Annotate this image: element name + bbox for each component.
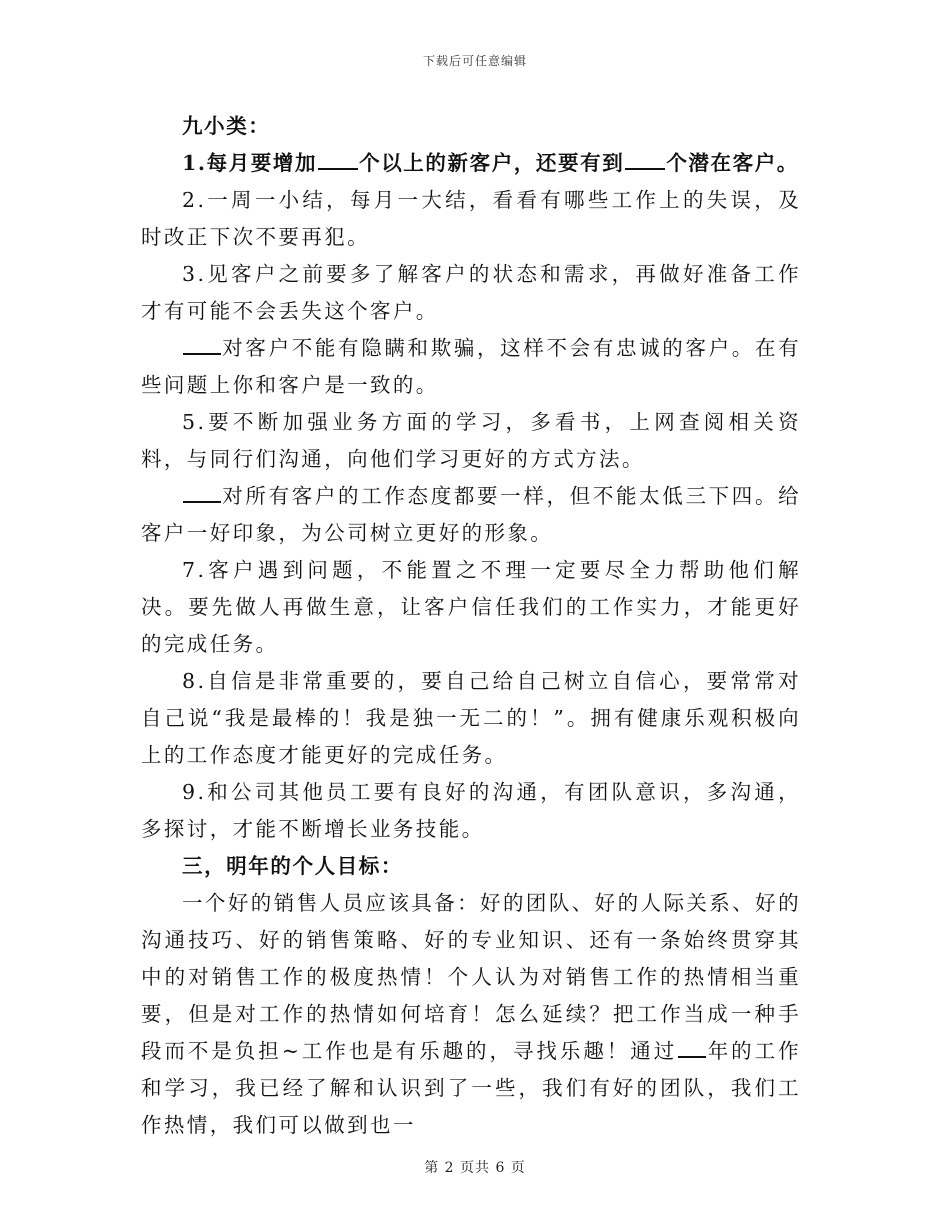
paragraph-3: 3.见客户之前要多了解客户的状态和需求，再做好准备工作才有可能不会丢失这个客户。: [141, 262, 801, 323]
paragraph-4-text: 对客户不能有隐瞒和欺骗，这样不会有忠诚的客户。在有些问题上你和客户是一致的。: [141, 336, 801, 397]
fill-blank: [625, 166, 665, 170]
paragraph-2: 2.一周一小结，每月一大结，看看有哪些工作上的失误，及时改正下次不要再犯。: [141, 188, 801, 249]
paragraph-6: [141, 478, 801, 552]
paragraph-9: 9.和公司其他员工要有良好的沟通，有团队意识，多沟通，多探讨，才能不断增长业务技能。: [141, 780, 801, 841]
paragraph-5: 5.要不断加强业务方面的学习，多看书，上网查阅相关资料，与同行们沟通，向他们学习更好的方式方法。: [141, 410, 801, 471]
paragraph-1-part-c: 个潜在客户。: [666, 151, 799, 175]
fill-blank: [183, 351, 221, 355]
document-body: [141, 108, 801, 1144]
page-footer: 第 2 页共 6 页: [424, 1160, 526, 1176]
section-heading-nine: 九小类：: [182, 114, 271, 138]
paragraph-1: [141, 145, 801, 182]
paragraph-7: 7.客户遇到问题，不能置之不理一定要尽全力帮助他们解决。要先做人再做生意，让客户信任我们的工作实力，才能更好的完成任务。: [141, 558, 801, 656]
paragraph-10-part-b: 年的工作和学习，我已经了解和认识到了一些，我们有好的团队，我们工作热情，我们可以做到也一: [141, 1039, 801, 1137]
paragraph-6-text: 对所有客户的工作态度都要一样，但不能太低三下四。给客户一好印象，为公司树立更好的形象。: [141, 484, 801, 545]
paragraph-8: 8.自信是非常重要的，要自己给自己树立自信心，要常常对自己说“我是最棒的！我是独一无二的！”。拥有健康乐观积极向上的工作态度才能更好的完成任务。: [141, 669, 801, 767]
fill-blank: [183, 499, 221, 503]
paragraph-1-part-b: 个以上的新客户，还要有到: [359, 151, 625, 175]
paragraph-1-part-a: 1.每月要增加: [182, 151, 318, 175]
paragraph-10: [141, 885, 801, 1144]
paragraph-10-part-a: 一个好的销售人员应该具备：好的团队、好的人际关系、好的沟通技巧、好的销售策略、好的专业知识、还有一条始终贯穿其中的对销售工作的极度热情！个人认为对销售工作的热情相当重要，但是对工作的热情如何培育！怎么延续？把工作当成一种手段而不是负担~工作也是有乐趣的，寻找乐趣！通过: [141, 891, 801, 1063]
fill-blank: [318, 166, 358, 170]
page-header: 下载后可任意编辑: [422, 54, 527, 68]
fill-blank: [678, 1054, 706, 1058]
paragraph-4: [141, 330, 801, 404]
section-heading-three: 三，明年的个人目标：: [182, 854, 403, 878]
